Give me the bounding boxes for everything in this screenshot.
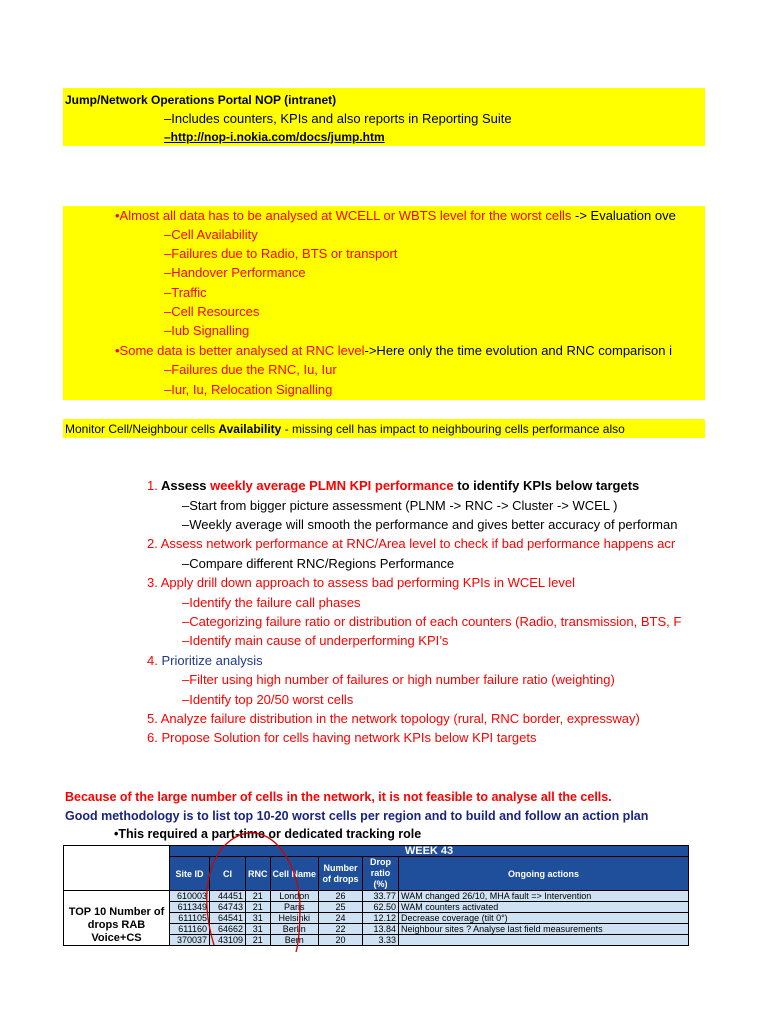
step-2: 2. Assess network performance at RNC/Area level to check if bad performance happens acr bbox=[147, 536, 676, 551]
step-2-sub: –Compare different RNC/Regions Performance bbox=[182, 556, 455, 571]
col-header: Number of drops bbox=[319, 857, 363, 891]
step-3-sub: –Categorizing failure ratio or distribution of each counters (Radio, transmission, BTS, F bbox=[182, 614, 682, 629]
week-header: WEEK 43 bbox=[170, 846, 689, 857]
analysis-item: –Failures due the RNC, Iu, Iur bbox=[164, 362, 337, 377]
cell: 610003 bbox=[170, 891, 210, 902]
col-header: Cell Name bbox=[270, 857, 319, 891]
cell: 370037 bbox=[170, 935, 210, 946]
cell: 62.50 bbox=[363, 902, 399, 913]
cell: 26 bbox=[319, 891, 363, 902]
step-1: 1. Assess weekly average PLMN KPI performance to identify KPIs below targets bbox=[147, 478, 640, 493]
step-3-sub: –Identify main cause of underperforming KPI’s bbox=[182, 633, 449, 648]
analysis-item: –Iur, Iu, Relocation Signalling bbox=[164, 382, 333, 397]
analysis-item: –Failures due to Radio, BTS or transport bbox=[164, 246, 398, 261]
col-header: Ongoing actions bbox=[399, 857, 689, 891]
nop-link[interactable]: –http://nop-i.nokia.com/docs/jump.htm bbox=[164, 130, 385, 144]
cell: Helsinki bbox=[270, 913, 319, 924]
step-4-sub: –Identify top 20/50 worst cells bbox=[182, 692, 354, 707]
row-group-label: TOP 10 Number of drops RAB Voice+CS bbox=[64, 891, 170, 946]
analysis-item: –Cell Availability bbox=[164, 227, 258, 242]
monitor-text: Monitor Cell/Neighbour cells Availability - missing cell has impact to neighbouring cells performance also bbox=[65, 422, 625, 436]
cell: 64541 bbox=[210, 913, 246, 924]
step-1-sub: –Weekly average will smooth the performance and gives better accuracy of performan bbox=[182, 517, 678, 532]
cell: 64743 bbox=[210, 902, 246, 913]
cell: 43109 bbox=[210, 935, 246, 946]
red-circle-annotation-stroke bbox=[207, 833, 300, 952]
col-header: CI bbox=[210, 857, 246, 891]
step-3-sub: –Identify the failure call phases bbox=[182, 595, 361, 610]
step-6: 6. Propose Solution for cells having network KPIs below KPI targets bbox=[147, 730, 537, 745]
cell: 611105 bbox=[170, 913, 210, 924]
step-4-sub: –Filter using high number of failures or high number failure ratio (weighting) bbox=[182, 672, 615, 687]
cell: Paris bbox=[270, 902, 319, 913]
cell: 13.84 bbox=[363, 924, 399, 935]
cell: Bern bbox=[270, 935, 319, 946]
cell: 31 bbox=[246, 924, 271, 935]
cell: Decrease coverage (tilt 0°) bbox=[399, 913, 689, 924]
cell: 44451 bbox=[210, 891, 246, 902]
cell: 64662 bbox=[210, 924, 246, 935]
cell: 25 bbox=[319, 902, 363, 913]
cell: 31 bbox=[246, 913, 271, 924]
cell: 21 bbox=[246, 935, 271, 946]
analysis-item: –Iub Signalling bbox=[164, 323, 250, 338]
cell: 611349 bbox=[170, 902, 210, 913]
cell: 21 bbox=[246, 902, 271, 913]
cell: WAM counters activated bbox=[399, 902, 689, 913]
cell: Neighbour sites ? Analyse last field measurements bbox=[399, 924, 689, 935]
col-header: RNC bbox=[246, 857, 271, 891]
bottom-line-2: Good methodology is to list top 10-20 worst cells per region and to build and follow an action plan bbox=[65, 809, 649, 823]
col-header: Drop ratio (%) bbox=[363, 857, 399, 891]
cell: 20 bbox=[319, 935, 363, 946]
step-4: 4. Prioritize analysis bbox=[147, 653, 263, 668]
step-5: 5. Analyze failure distribution in the network topology (rural, RNC border, expressway) bbox=[147, 711, 640, 726]
cell: 24 bbox=[319, 913, 363, 924]
analysis-bullet-1: •Almost all data has to be analysed at WCELL or WBTS level for the worst cells -> Evaluation ove bbox=[115, 208, 676, 223]
analysis-item: –Handover Performance bbox=[164, 265, 306, 280]
bottom-line-1: Because of the large number of cells in the network, it is not feasible to analyse all the cells. bbox=[65, 790, 612, 804]
cell: London bbox=[270, 891, 319, 902]
step-1-sub: –Start from bigger picture assessment (PLNM -> RNC -> Cluster -> WCEL ) bbox=[182, 498, 618, 513]
cell: 3.33 bbox=[363, 935, 399, 946]
analysis-item: –Cell Resources bbox=[164, 304, 260, 319]
analysis-bullet-2: •Some data is better analysed at RNC level->Here only the time evolution and RNC comparison i bbox=[115, 343, 672, 358]
cell: WAM changed 26/10, MHA fault => Intervention bbox=[399, 891, 689, 902]
cell: 33.77 bbox=[363, 891, 399, 902]
nop-title: Jump/Network Operations Portal NOP (intranet) bbox=[65, 93, 337, 107]
cell: 12.12 bbox=[363, 913, 399, 924]
analysis-item: –Traffic bbox=[164, 285, 207, 300]
cell: 22 bbox=[319, 924, 363, 935]
bottom-line-3: •This required a part-time or dedicated tracking role bbox=[114, 827, 422, 841]
col-header: Site ID bbox=[170, 857, 210, 891]
nop-description: –Includes counters, KPIs and also reports in Reporting Suite bbox=[164, 111, 512, 126]
cell: 611160 bbox=[170, 924, 210, 935]
cell: 21 bbox=[246, 891, 271, 902]
cell: Berlin bbox=[270, 924, 319, 935]
step-3: 3. Apply drill down approach to assess bad performing KPIs in WCEL level bbox=[147, 575, 576, 590]
